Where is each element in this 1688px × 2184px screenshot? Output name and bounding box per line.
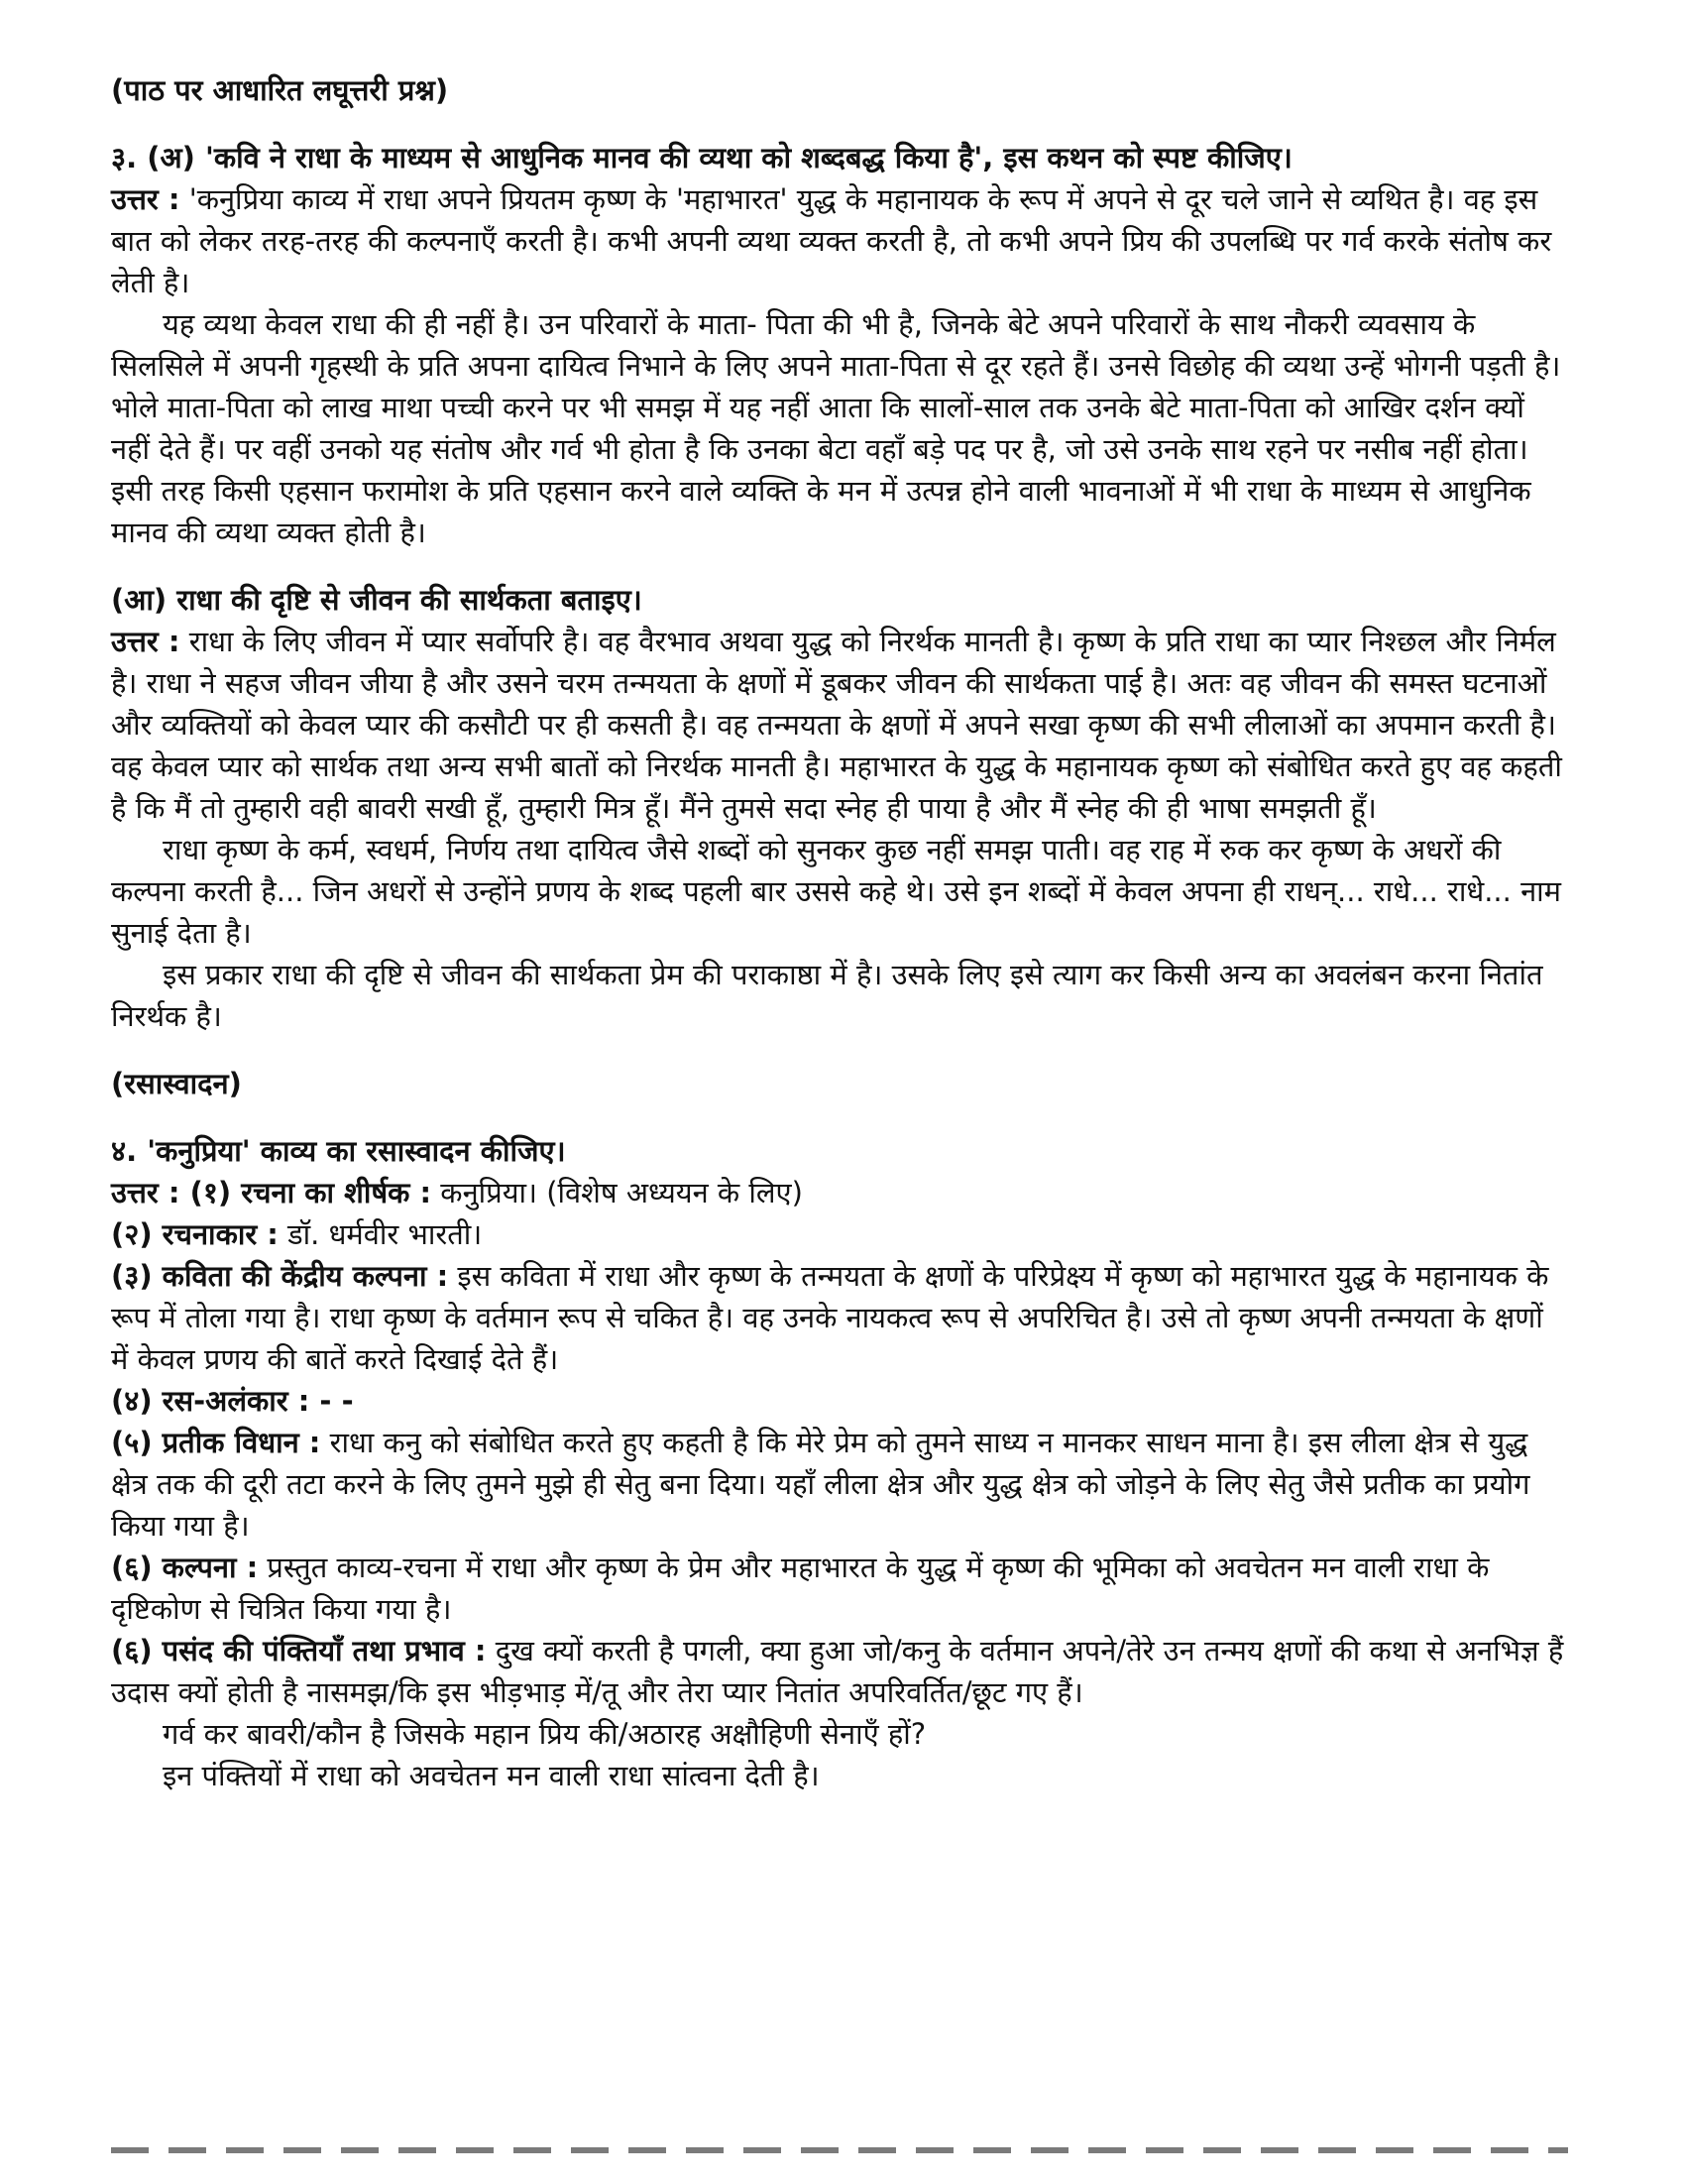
question-3a-block (111, 137, 1568, 553)
item-label: (३) कविता की केंद्रीय कल्पना : (111, 1259, 449, 1293)
question-4: ४. 'कनुप्रिया' काव्य का रसास्वादन कीजिए। (111, 1134, 566, 1168)
item-label: (४) रस-अलंकार : - - (111, 1384, 354, 1418)
closing-line: इन पंक्तियों में राधा को अवचेतन मन वाली राधा सांत्वना देती है। (163, 1759, 820, 1792)
cut-off-text-line (111, 2139, 1568, 2153)
answer-3b-para3: इस प्रकार राधा की दृष्टि से जीवन की सार्थकता प्रेम की पराकाष्ठा में है। उसके लिए इसे त्याग कर किसी अन्य का अवलंबन करना नितांत निरर्थक है। (111, 958, 1543, 1033)
answer-4-item1 (111, 1172, 1568, 1213)
answer-4-item5 (111, 1422, 1568, 1547)
question-4-block (111, 1130, 1568, 1796)
answer-label: उत्तर : (111, 625, 180, 658)
question-3b-block (111, 579, 1568, 1037)
answer-label: उत्तर : (111, 182, 180, 216)
item-label: (६) कल्पना : (111, 1551, 259, 1584)
document-page (111, 69, 1568, 1796)
answer-3a-para2: यह व्यथा केवल राधा की ही नहीं है। उन परिवारों के माता- पिता की भी है, जिनके बेटे अपने परिवारों के साथ नौकरी व्यवसाय के सिलसिले में अपनी गृहस्थी के प्रति अपना दायित्व निभाने के लिए अपने माता-पिता से दूर रहते हैं। उनसे विछोह की व्यथा उन्हें भोगनी पड़ती है। भोले माता-पिता को लाख माथा पच्ची करने पर भी समझ में यह नहीं आता कि सालों-साल तक उनके बेटे माता-पिता को आखिर दर्शन क्यों नहीं देते हैं। पर वहीं उनको यह संतोष और गर्व भी होता है कि उनका बेटा वहाँ बड़े पद पर है, जो उसे उनके साथ रहने पर नसीब नहीं होता। इसी तरह किसी एहसान फरामोश के प्रति एहसान करने वाले व्यक्ति के मन में उत्पन्न होने वाली भावनाओं में भी राधा के माध्यम से आधुनिक मानव की व्यथा व्यक्त होती है। (111, 307, 1561, 549)
item-label: (५) प्रतीक विधान : (111, 1426, 321, 1459)
item-text: इस कविता में राधा और कृष्ण के तन्मयता के क्षणों के परिप्रेक्ष्य में कृष्ण को महाभारत युद्ध के महानायक के रूप में तोला गया है। राधा कृष्ण के वर्तमान रूप से चकित है। वह उनके नायकत्व रूप से अपरिचित है। उसे तो कृष्ण अपनी तन्मयता के क्षणों में केवल प्रणय की बातें करते दिखाई देते हैं। (111, 1259, 1549, 1376)
answer-4-item6 (111, 1547, 1568, 1630)
question-3b: (आ) राधा की दृष्टि से जीवन की सार्थकता बताइए। (111, 583, 642, 617)
answer-4-item4 (111, 1380, 1568, 1422)
item-text: दुख क्यों करती है पगली, क्या हुआ जो/कनु के वर्तमान अपने/तेरे उन तन्मय क्षणों की कथा से अनभिज्ञ हैं उदास क्यों होती है नासमझ/कि इस भीड़भाड़ में/तू और तेरा प्यार नितांत अपरिवर्तित/छूट गए हैं। (111, 1634, 1564, 1709)
answer-4-item7 (111, 1630, 1568, 1713)
answer-3b-para1 (111, 621, 1568, 829)
answer-3b-para2: राधा कृष्ण के कर्म, स्वधर्म, निर्णय तथा दायित्व जैसे शब्दों को सुनकर कुछ नहीं समझ पाती। वह राह में रुक कर कृष्ण के अधरों की कल्पना करती है... जिन अधरों से उन्होंने प्रणय के शब्द पहली बार उससे कहे थे। उसे इन शब्दों में केवल अपना ही राधन्... राधे... राधे... नाम सुनाई देता है। (111, 833, 1562, 950)
quoted-verse: गर्व कर बावरी/कौन है जिसके महान प्रिय की/अठारह अक्षौहिणी सेनाएँ हों? (163, 1717, 927, 1751)
item-text: प्रस्तुत काव्य-रचना में राधा और कृष्ण के प्रेम और महाभारत के युद्ध में कृष्ण की भूमिका को अवचेतन मन वाली राधा के दृष्टिकोण से चित्रित किया गया है। (111, 1551, 1490, 1626)
item-text: कनुप्रिया। (विशेष अध्ययन के लिए) (431, 1176, 803, 1209)
answer-text: 'कनुप्रिया काव्य में राधा अपने प्रियतम कृष्ण के 'महाभारत' युद्ध के महानायक के रूप में अपने से दूर चले जाने से व्यथित है। वह इस बात को लेकर तरह-तरह की कल्पनाएँ करती है। कभी अपनी व्यथा व्यक्त करती है, तो कभी अपने प्रिय की उपलब्धि पर गर्व करके संतोष कर लेती है। (111, 182, 1552, 299)
item-text: डॉ. धर्मवीर भारती। (278, 1217, 483, 1251)
answer-4-item3 (111, 1255, 1568, 1380)
item-label: (६) पसंद की पंक्तियाँ तथा प्रभाव : (111, 1634, 487, 1667)
section-heading: (पाठ पर आधारित लघूत्तरी प्रश्न) (111, 73, 449, 107)
answer-text: राधा के लिए जीवन में प्यार सर्वोपरि है। वह वैरभाव अथवा युद्ध को निरर्थक मानती है। कृष्ण के प्रति राधा का प्यार निश्छल और निर्मल है। राधा ने सहज जीवन जीया है और उसने चरम तन्मयता के क्षणों में डूबकर जीवन की सार्थकता पाई है। अतः वह जीवन की समस्त घटनाओं और व्यक्तियों को केवल प्यार की कसौटी पर ही कसती है। वह तन्मयता के क्षणों में अपने सखा कृष्ण की सभी लीलाओं का अपमान करती है। वह केवल प्यार को सार्थक तथा अन्य सभी बातों को निरर्थक मानती है। महाभारत के युद्ध के महानायक कृष्ण को संबोधित करते हुए वह कहती है कि मैं तो तुम्हारी वही बावरी सखी हूँ, तुम्हारी मित्र हूँ। मैंने तुमसे सदा स्नेह ही पाया है और मैं स्नेह की ही भाषा समझती हूँ। (111, 625, 1562, 825)
section-heading-rasaswadan: (रसास्वादन) (111, 1067, 242, 1100)
cut-off-line-fragment (111, 2147, 1568, 2153)
item-label: उत्तर : (१) रचना का शीर्षक : (111, 1176, 432, 1209)
answer-3a-para1 (111, 178, 1568, 303)
item-text: राधा कनु को संबोधित करते हुए कहती है कि मेरे प्रेम को तुमने साध्य न मानकर साधन माना है। इस लीला क्षेत्र से युद्ध क्षेत्र तक की दूरी तटा करने के लिए तुमने मुझे ही सेतु बना दिया। यहाँ लीला क्षेत्र और युद्ध क्षेत्र को जोड़ने के लिए सेतु जैसे प्रतीक का प्रयोग किया गया है। (111, 1426, 1530, 1543)
question-3a: ३. (अ) 'कवि ने राधा के माध्यम से आधुनिक मानव की व्यथा को शब्दबद्ध किया है', इस कथन को स्पष्ट कीजिए। (111, 141, 1293, 174)
item-label: (२) रचनाकार : (111, 1217, 279, 1251)
answer-4-item2 (111, 1213, 1568, 1255)
